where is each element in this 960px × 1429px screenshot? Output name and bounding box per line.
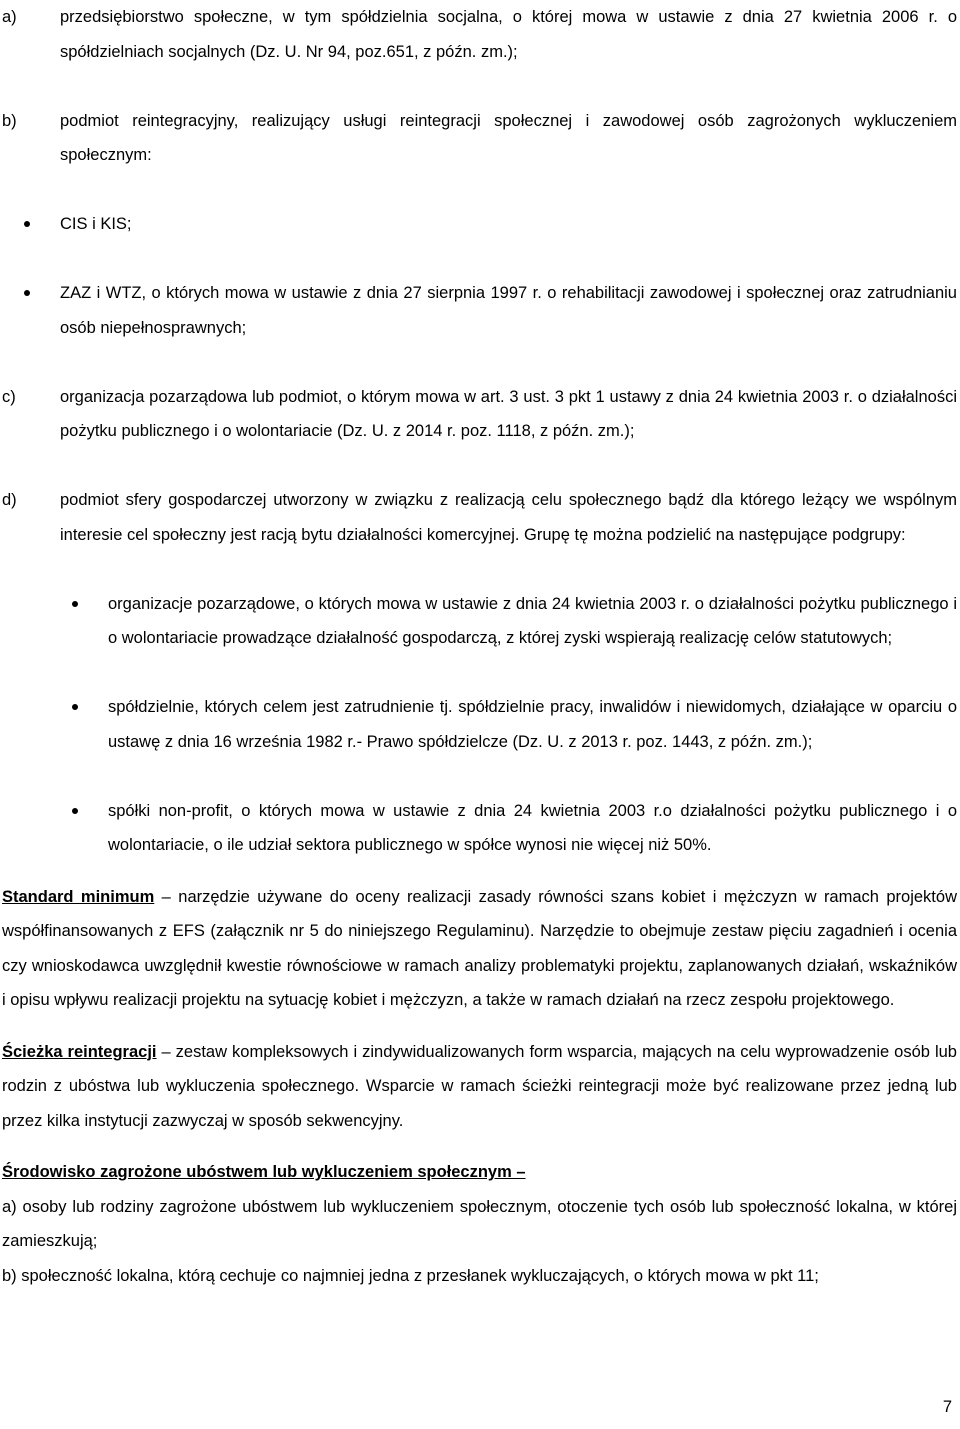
bullet-item — [2, 690, 957, 759]
bullet-text: CIS i KIS; — [60, 215, 132, 233]
definition-term: Standard minimum — [2, 887, 155, 906]
definition-point-a: a) osoby lub rodziny zagrożone ubóstwem lub wykluczeniem społecznym, otoczenie tych osób lub społeczność lokalna, w której zamieszkują; — [2, 1197, 957, 1250]
page-number: 7 — [942, 1398, 952, 1416]
bullet-text: ZAZ i WTZ, o których mowa w ustawie z dnia 27 sierpnia 1997 r. o rehabilitacji zawodowej i społecznej oraz zatrudnianiu osób niepełnosprawnych; — [60, 284, 957, 337]
list-item-text: przedsiębiorstwo społeczne, w tym spółdzielnia socjalna, o której mowa w ustawie z dnia 27 kwietnia 2006 r. o spółdzielniach socjalnych (Dz. U. Nr 94, poz.651, z późn. zm.); — [60, 8, 957, 61]
list-item-c — [2, 380, 957, 449]
list-item-text: podmiot sfery gospodarczej utworzony w związku z realizacją celu społecznego bądź dla którego leżący we wspólnym interesie cel społeczny jest racją bytu działalności komercyjnej. Grupę tę można podzielić na następujące podgrupy: — [60, 491, 957, 544]
list-item-d — [2, 483, 957, 552]
definition-point-b: b) społeczność lokalna, którą cechuje co najmniej jedna z przesłanek wykluczających, o których mowa w pkt 11; — [2, 1266, 819, 1285]
definition-term: Ścieżka reintegracji — [2, 1042, 157, 1061]
list-marker: a) — [2, 8, 17, 26]
definition-text: – zestaw kompleksowych i zindywidualizowanych form wsparcia, mających na celu wyprowadzenie osób lub rodzin z ubóstwa lub wykluczenia społecznego. Wsparcie w ramach ścieżki reintegracji może być realizowane przez jedną lub przez kilka instytucji zazwyczaj w sposób sekwencyjny. — [2, 1042, 957, 1130]
definition-standard-minimum — [2, 880, 957, 1018]
list-item-text: podmiot reintegracyjny, realizujący usługi reintegracji społecznej i zawodowej osób zagrożonych wykluczeniem społecznym: — [60, 111, 957, 164]
document-page — [2, 0, 957, 1293]
bullet-icon — [72, 704, 78, 710]
list-marker: d) — [2, 491, 17, 509]
list-marker: b) — [2, 111, 17, 130]
definition-srodowisko — [2, 1155, 957, 1293]
bullet-icon — [24, 221, 30, 227]
definition-term: Środowisko zagrożone ubóstwem lub wykluczeniem społecznym – — [2, 1163, 526, 1181]
list-marker: c) — [2, 387, 16, 406]
bullet-text: organizacje pozarządowe, o których mowa w ustawie z dnia 24 kwietnia 2003 r. o działalności pożytku publicznego i o wolontariacie prowadzące działalność gospodarczą, z której zyski wspierają realizację celów statutowych; — [108, 594, 957, 647]
bullet-text: spółdzielnie, których celem jest zatrudnienie tj. spółdzielnie pracy, inwalidów i niewidomych, działające w oparciu o ustawę z dnia 16 września 1982 r.- Prawo spółdzielcze (Dz. U. z 2013 r. poz. 1443, z późn. zm.); — [108, 698, 957, 751]
bullet-icon — [24, 290, 30, 296]
bullet-item — [2, 207, 957, 242]
bullet-item — [2, 276, 957, 345]
bullet-icon — [72, 808, 78, 814]
list-item-text: organizacja pozarządowa lub podmiot, o którym mowa w art. 3 ust. 3 pkt 1 ustawy z dnia 24 kwietnia 2003 r. o działalności pożytku publicznego i o wolontariacie (Dz. U. z 2014 r. poz. 1118, z późn. zm.); — [60, 387, 957, 440]
definition-text: – narzędzie używane do oceny realizacji zasady równości szans kobiet i mężczyzn w ramach projektów współfinansowanych z EFS (załącznik nr 5 do niniejszego Regulaminu). Narzędzie to obejmuje zestaw pięciu zagadnień i ocenia czy wnioskodawca uwzględnił kwestie równościowe w ramach analizy problematyki projektu, zaplanowanych działań, wskaźników i opisu wpływu realizacji projektu na sytuację kobiet i mężczyzn, a także w ramach działań na rzecz zespołu projektowego. — [2, 887, 957, 1009]
bullet-icon — [72, 601, 78, 607]
bullet-item — [2, 587, 957, 656]
list-item-a — [2, 0, 957, 69]
bullet-item — [2, 794, 957, 863]
list-item-b — [2, 104, 957, 173]
definition-sciezka-reintegracji — [2, 1035, 957, 1139]
bullet-text: spółki non-profit, o których mowa w ustawie z dnia 24 kwietnia 2003 r.o działalności pożytku publicznego i o wolontariacie, o ile udział sektora publicznego w spółce wynosi nie więcej niż 50%. — [108, 801, 957, 854]
